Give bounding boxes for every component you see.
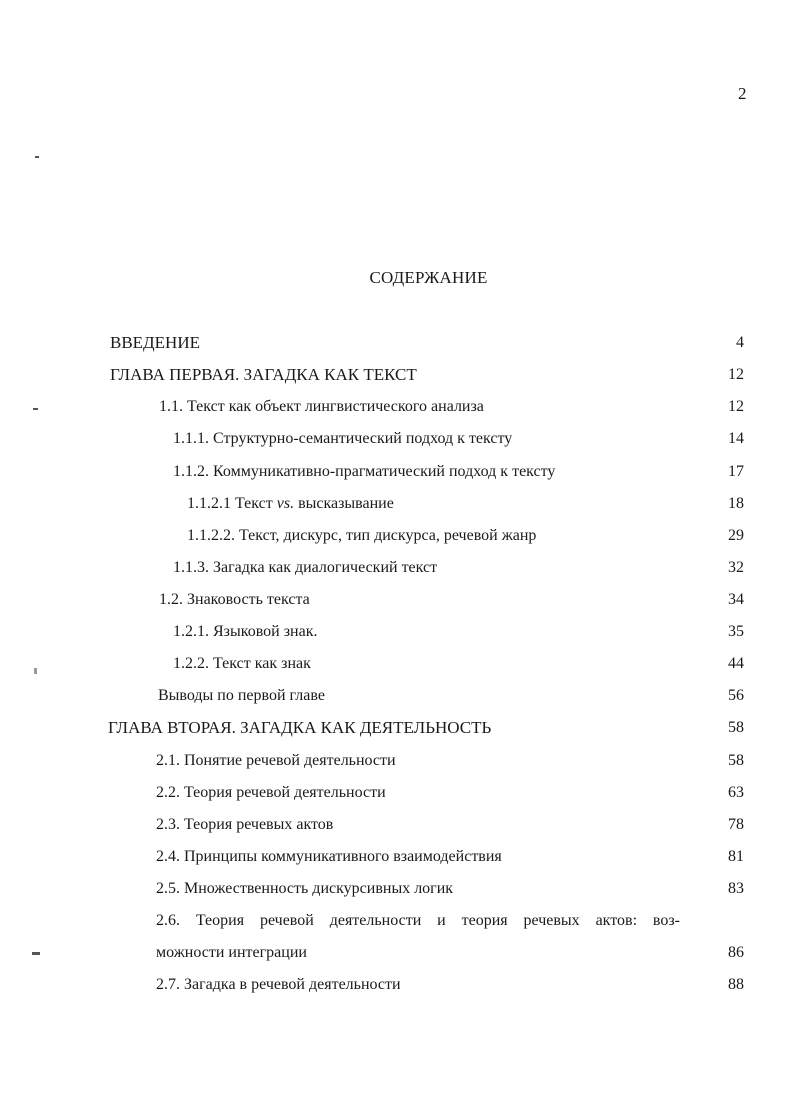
toc-entry-section-1-1-2 bbox=[0, 460, 791, 484]
toc-entry-page: 81 bbox=[728, 848, 744, 865]
scan-mark bbox=[34, 668, 37, 674]
scan-mark bbox=[32, 952, 40, 955]
scan-mark bbox=[33, 408, 38, 410]
toc-entry-text: 1.1.2.2. Текст, дискурс, тип дискурса, речевой жанр bbox=[187, 527, 537, 544]
toc-entry-text: 2.2. Теория речевой деятельности bbox=[156, 784, 386, 801]
toc-entry-page: 12 bbox=[728, 366, 744, 383]
toc-entry-page: 63 bbox=[728, 784, 744, 801]
page-number: 2 bbox=[738, 84, 747, 103]
toc-entry-text: Выводы по первой главе bbox=[158, 687, 325, 704]
toc-entry-section-2-4 bbox=[0, 845, 791, 869]
toc-entry-page: 4 bbox=[736, 334, 744, 351]
toc-entry-page: 34 bbox=[728, 591, 744, 608]
toc-entry-text-italic: vs. bbox=[276, 495, 295, 512]
toc-entry-section-2-1 bbox=[0, 749, 791, 773]
toc-entry-page: 58 bbox=[728, 752, 744, 769]
toc-entry-page: 35 bbox=[728, 623, 744, 640]
toc-entry-text: 2.4. Принципы коммуникативного взаимодействия bbox=[156, 848, 502, 865]
toc-entry-section-1-2-1 bbox=[0, 620, 791, 644]
toc-entry-text: 1.1.1. Структурно-семантический подход к тексту bbox=[173, 430, 513, 447]
toc-entry-section-1-1 bbox=[0, 395, 791, 419]
toc-entry-section-1-1-2-1 bbox=[0, 492, 791, 516]
toc-entry-text: 2.3. Теория речевых актов bbox=[156, 816, 334, 833]
toc-entry-text: ГЛАВА ПЕРВАЯ. ЗАГАДКА КАК ТЕКСТ bbox=[110, 365, 417, 384]
toc-entry-text-after: высказывание bbox=[294, 495, 394, 512]
toc-entry-chapter-2 bbox=[0, 716, 791, 740]
scan-mark bbox=[35, 156, 39, 158]
toc-entry-section-1-1-3 bbox=[0, 556, 791, 580]
toc-entry-conclusions-1 bbox=[0, 684, 791, 708]
toc-entry-text-before: 1.1.2.1 Текст bbox=[187, 495, 277, 512]
toc-entry-section-2-5 bbox=[0, 877, 791, 901]
toc-entry-section-1-2-2 bbox=[0, 652, 791, 676]
toc-entry-text: 1.1.2. Коммуникативно-прагматический подход к тексту bbox=[173, 463, 556, 480]
toc-entry-text: 1.2.1. Языковой знак. bbox=[173, 623, 318, 640]
toc-entry-section-2-7 bbox=[0, 973, 791, 997]
toc-entry-text bbox=[187, 492, 394, 516]
toc-entry-page: 86 bbox=[728, 944, 744, 961]
toc-entry-text: 1.1. Текст как объект лингвистического анализа bbox=[159, 398, 484, 415]
toc-entry-text: 1.1.3. Загадка как диалогический текст bbox=[173, 559, 438, 576]
toc-entry-chapter-1 bbox=[0, 363, 791, 387]
toc-title: СОДЕРЖАНИЕ bbox=[369, 268, 488, 287]
toc-entry-page: 83 bbox=[728, 880, 744, 897]
toc-entry-section-1-1-2-2 bbox=[0, 524, 791, 548]
toc-entry-page: 88 bbox=[728, 976, 744, 993]
toc-entry-section-1-1-1 bbox=[0, 427, 791, 451]
toc-entry-text: ГЛАВА ВТОРАЯ. ЗАГАДКА КАК ДЕЯТЕЛЬНОСТЬ bbox=[108, 718, 492, 737]
toc-entry-text: 2.1. Понятие речевой деятельности bbox=[156, 752, 396, 769]
toc-entry-text: 2.5. Множественность дискурсивных логик bbox=[156, 880, 454, 897]
toc-entry-page: 17 bbox=[728, 463, 744, 480]
toc-entry-text: 1.2.2. Текст как знак bbox=[173, 655, 311, 672]
toc-entry-introduction bbox=[0, 331, 791, 355]
toc-entry-section-2-2 bbox=[0, 781, 791, 805]
toc-entry-text: можности интеграции bbox=[156, 944, 307, 961]
toc-entry-section-2-6-line-1: 2.6. Теория речевой деятельности и теория речевых актов: воз- bbox=[156, 912, 680, 929]
toc-entry-page: 56 bbox=[728, 687, 744, 704]
toc-entry-section-2-6 bbox=[0, 941, 791, 965]
toc-entry-page: 12 bbox=[728, 398, 744, 415]
toc-entry-page: 78 bbox=[728, 816, 744, 833]
toc-entry-page: 29 bbox=[728, 527, 744, 544]
toc-entry-section-1-2 bbox=[0, 588, 791, 612]
toc-entry-page: 14 bbox=[728, 430, 744, 447]
toc-entry-page: 18 bbox=[728, 495, 744, 512]
toc-entry-page: 44 bbox=[728, 655, 744, 672]
toc-entry-text: ВВЕДЕНИЕ bbox=[110, 333, 200, 352]
toc-entry-page: 58 bbox=[728, 719, 744, 736]
toc-entry-text: 1.2. Знаковость текста bbox=[159, 591, 310, 608]
toc-entry-section-2-3 bbox=[0, 813, 791, 837]
toc-entry-text: 2.7. Загадка в речевой деятельности bbox=[156, 976, 401, 993]
toc-entry-page: 32 bbox=[728, 559, 744, 576]
